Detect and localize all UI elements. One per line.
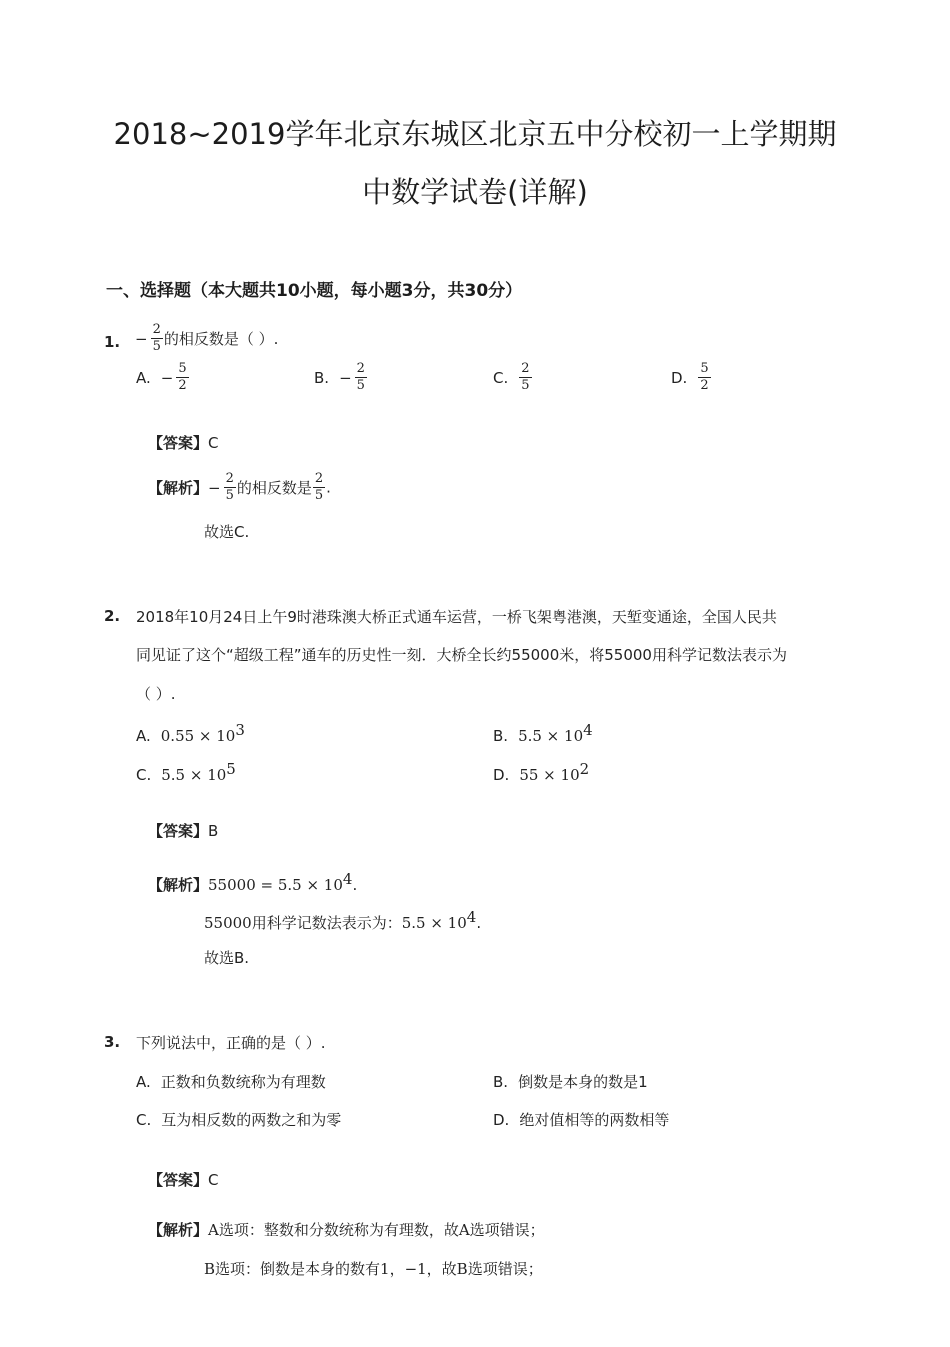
question-1-option-d: D. $\frac{5}{2}$ (671, 361, 709, 393)
minus-sign: − (135, 329, 148, 348)
question-2-analysis: 【解析】$55000 = 5.5 \times 10^4$. (148, 870, 358, 894)
question-1-stem (135, 323, 278, 354)
question-3-option-b: B. 倒数是本身的数是1 (493, 1073, 648, 1091)
question-1-option-c: C. $\frac{2}{5}$ (493, 361, 530, 393)
question-2-stem-line-3: （ ）. (136, 685, 176, 703)
question-1-option-b: B. − $\frac{2}{5}$ (314, 361, 365, 393)
question-3-stem: 下列说法中，正确的是（ ）. (136, 1034, 326, 1052)
question-1-analysis-line-2: 故选C. (204, 523, 250, 541)
question-3-analysis: 【解析】A选项：整数和分数统称为有理数，故A选项错误； (148, 1221, 545, 1239)
answer-value: C (208, 1171, 219, 1189)
answer-value: B (208, 822, 219, 840)
page-title-line-1: 2018~2019学年北京东城区北京五中分校初一上学期期 (113, 117, 837, 151)
question-2-analysis-line-3: 故选B. (204, 949, 250, 967)
question-1-analysis: 【解析】− $\frac{2}{5}$ 的相反数是 $\frac{2}{5}$ . (148, 471, 331, 503)
question-3-option-d: D. 绝对值相等的两数相等 (493, 1111, 670, 1129)
answer-value: C (208, 434, 219, 452)
page-title-line-2: 中数学试卷(详解) (362, 175, 588, 209)
question-number-1: 1. (104, 333, 121, 351)
question-number-2: 2. (104, 607, 121, 625)
question-2-option-c: C. $5.5 \times 10^5$ (136, 760, 236, 784)
question-1-answer: 【答案】C (148, 434, 219, 452)
question-2-answer: 【答案】B (148, 822, 219, 840)
question-2-analysis-line-2: 55000用科学记数法表示为：$5.5 \times 10^4$. (204, 908, 482, 932)
question-3-answer: 【答案】C (148, 1171, 219, 1189)
question-3-option-c: C. 互为相反数的两数之和为零 (136, 1111, 342, 1129)
question-1-option-a: A. − $\frac{5}{2}$ (136, 361, 187, 393)
question-3-analysis-line-2: B选项：倒数是本身的数有1，−1，故B选项错误； (204, 1260, 543, 1278)
question-2-stem-line-2: 同见证了这个“超级工程”通车的历史性一刻．大桥全长约55000米，将55000用科学记数法表示为 (136, 646, 787, 664)
question-number-3: 3. (104, 1033, 121, 1051)
section-heading: 一、选择题（本大题共10小题，每小题3分，共30分） (106, 281, 523, 301)
question-1-stem-text: 的相反数是（ ）. (163, 330, 279, 348)
question-2-option-d: D. $55 \times 10^2$ (493, 760, 590, 784)
fraction: $\frac{2}{5}$ (152, 322, 161, 354)
question-3-option-a: A. 正数和负数统称为有理数 (136, 1073, 326, 1091)
question-2-option-b: B. $5.5 \times 10^4$ (493, 721, 593, 745)
question-2-option-a: A. $0.55 \times 10^3$ (136, 721, 245, 745)
question-2-stem-line-1: 2018年10月24日上午9时港珠澳大桥正式通车运营，一桥飞架粤港澳，天堑变通途，全国人民共 (136, 608, 777, 626)
